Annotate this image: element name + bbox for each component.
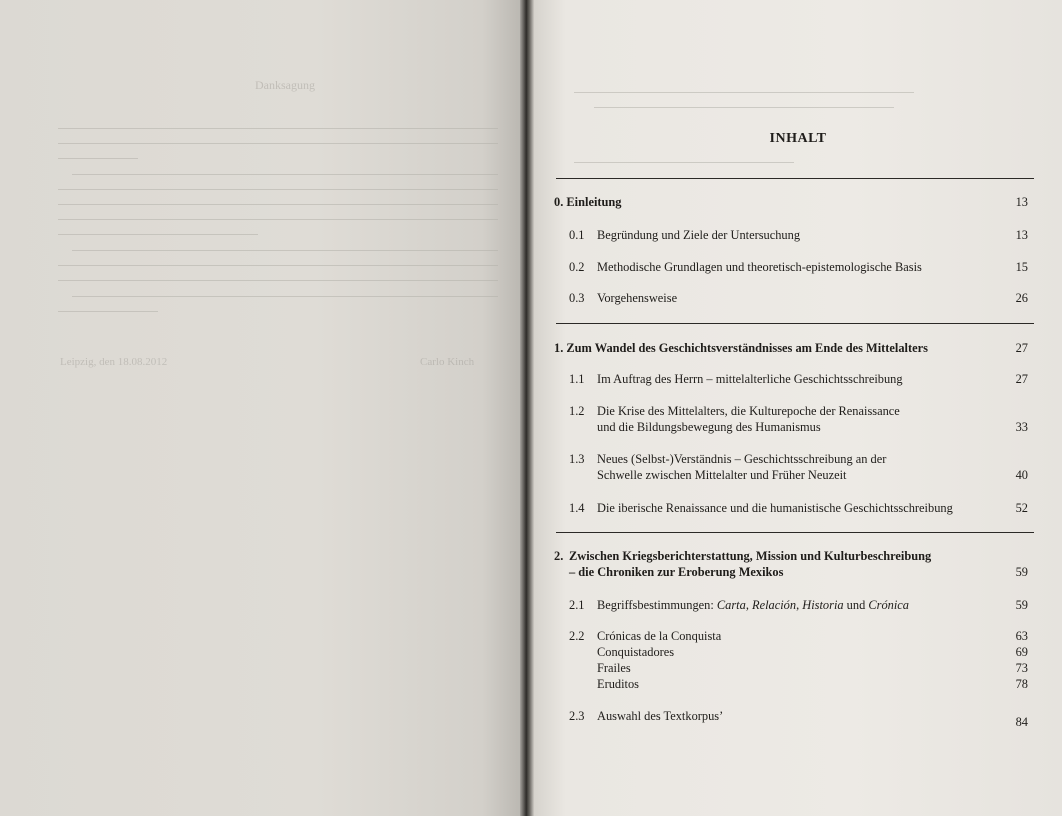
- section-title: [597, 451, 886, 483]
- section-number: 0.3: [569, 291, 585, 305]
- section-title: Methodische Grundlagen und theoretisch-epistemologische Basis: [597, 260, 922, 274]
- page-number: 59: [1015, 565, 1028, 579]
- section-number: 2.1: [569, 598, 585, 612]
- chapter-title: Zum Wandel des Geschichtsverständnisses am Ende des Mittelalters: [566, 341, 928, 355]
- divider: [556, 178, 1034, 179]
- page-number: 15: [1015, 260, 1028, 274]
- page-number: 52: [1015, 501, 1028, 515]
- section-title: [597, 403, 900, 435]
- page-number: 27: [1015, 372, 1028, 386]
- toc-section-1-3[interactable]: [569, 451, 1028, 483]
- term-historia: Historia: [802, 598, 844, 612]
- section-title: Die iberische Renaissance und die humanistische Geschichtsschreibung: [597, 501, 953, 515]
- page-number: 33: [1015, 420, 1028, 434]
- chapter-number: 2.: [554, 549, 564, 563]
- section-number: 2.3: [569, 709, 585, 723]
- ghost-text-line: [72, 296, 498, 297]
- term-relacion: Relación: [752, 598, 797, 612]
- subitem-conquistadores[interactable]: Conquistadores: [597, 645, 675, 659]
- section-title-line: Crónicas de la Conquista: [597, 629, 722, 643]
- toc-section-1-2[interactable]: [569, 403, 1028, 435]
- section-title-line: Neues (Selbst-)Verständnis – Geschichtsschreibung an der: [597, 452, 887, 466]
- chapter-title: Einleitung: [566, 195, 622, 209]
- left-page-ghost-heading: Danksagung: [255, 78, 315, 92]
- book-spine: [520, 0, 534, 816]
- toc-chapter-2[interactable]: [554, 548, 1028, 580]
- section-number: 0.2: [569, 260, 585, 274]
- section-title: [597, 597, 909, 613]
- toc-section-1-4[interactable]: [569, 500, 1028, 516]
- section-title-line: Schwelle zwischen Mittelalter und Früher Neuzeit: [597, 468, 847, 482]
- section-title-line: und die Bildungsbewegung des Humanismus: [597, 420, 821, 434]
- ghost-text-line: [58, 280, 498, 281]
- page-number: 13: [1015, 195, 1028, 209]
- section-title: [597, 628, 721, 692]
- ghost-text-line: [58, 219, 498, 220]
- separator: ,: [796, 598, 803, 612]
- section-title: Auswahl des Textkorpus’: [597, 709, 724, 723]
- ghost-text-line: [58, 128, 498, 129]
- page-number: 73: [1015, 661, 1028, 675]
- ghost-text-line: [574, 92, 914, 93]
- toc-section-2-2[interactable]: [569, 628, 1028, 692]
- page-number: 63: [1015, 629, 1028, 643]
- toc-section-0-2[interactable]: [569, 259, 1028, 275]
- ghost-text-line: [58, 143, 498, 144]
- chapter-title-line: Zwischen Kriegsberichterstattung, Mission und Kulturbeschreibung: [569, 549, 932, 563]
- chapter-number: 1.: [554, 341, 564, 355]
- left-page: [0, 0, 524, 816]
- section-title-prefix: Begriffsbestimmungen:: [597, 598, 717, 612]
- section-title: Begründung und Ziele der Untersuchung: [597, 228, 801, 242]
- term-carta: Carta: [716, 598, 746, 612]
- page-number: 59: [1015, 598, 1028, 612]
- section-number: 0.1: [569, 228, 585, 242]
- section-number: 1.2: [569, 404, 585, 418]
- subitem-frailes[interactable]: Frailes: [597, 661, 631, 675]
- chapter-title: [569, 548, 931, 580]
- left-page-ghost-footer-left: Leipzig, den 18.08.2012: [60, 356, 168, 368]
- toc-section-1-1[interactable]: [569, 371, 1028, 387]
- chapter-title-line: – die Chroniken zur Eroberung Mexikos: [569, 565, 784, 579]
- page-number: 40: [1015, 468, 1028, 482]
- ghost-text-line: [574, 162, 794, 163]
- section-title: Vorgehensweise: [597, 291, 678, 305]
- divider: [556, 323, 1034, 324]
- separator: ,: [745, 598, 753, 612]
- section-title: Im Auftrag des Herrn – mittelalterliche Geschichtsschreibung: [597, 372, 903, 386]
- term-cronica: Crónica: [868, 598, 909, 612]
- divider: [556, 532, 1034, 533]
- right-page: [534, 0, 1062, 816]
- ghost-text-line: [72, 250, 498, 251]
- section-number: 2.2: [569, 629, 585, 643]
- toc-section-0-1[interactable]: [569, 227, 1028, 243]
- section-title-line: Die Krise des Mittelalters, die Kulturepoche der Renaissance: [597, 404, 900, 418]
- subitem-eruditos[interactable]: Eruditos: [597, 677, 639, 691]
- toc-section-2-3[interactable]: [569, 708, 1028, 740]
- page-number: 69: [1015, 645, 1028, 659]
- ghost-text-line: [58, 204, 498, 205]
- ghost-text-line: [594, 107, 894, 108]
- separator: und: [843, 598, 869, 612]
- ghost-text-line: [58, 234, 258, 235]
- ghost-text-line: [58, 265, 498, 266]
- left-page-ghost-footer-right: Carlo Kinch: [420, 356, 475, 368]
- ghost-text-line: [72, 174, 498, 175]
- page-number: 84: [1015, 715, 1028, 729]
- toc-heading: INHALT: [769, 131, 827, 146]
- toc-chapter-0[interactable]: [554, 194, 1028, 210]
- page-number: 78: [1015, 677, 1028, 691]
- section-number: 1.3: [569, 452, 585, 466]
- toc-section-2-1[interactable]: [569, 597, 1028, 613]
- toc-section-0-3[interactable]: [569, 290, 1028, 306]
- page-number: 26: [1015, 291, 1028, 305]
- page-number: 27: [1015, 341, 1028, 355]
- chapter-number: 0.: [554, 195, 564, 209]
- toc-chapter-1[interactable]: [554, 340, 1028, 356]
- ghost-text-line: [58, 311, 158, 312]
- ghost-text-line: [58, 189, 498, 190]
- page-number: 13: [1015, 228, 1028, 242]
- ghost-text-line: [58, 158, 138, 159]
- section-number: 1.1: [569, 372, 585, 386]
- section-number: 1.4: [569, 501, 585, 515]
